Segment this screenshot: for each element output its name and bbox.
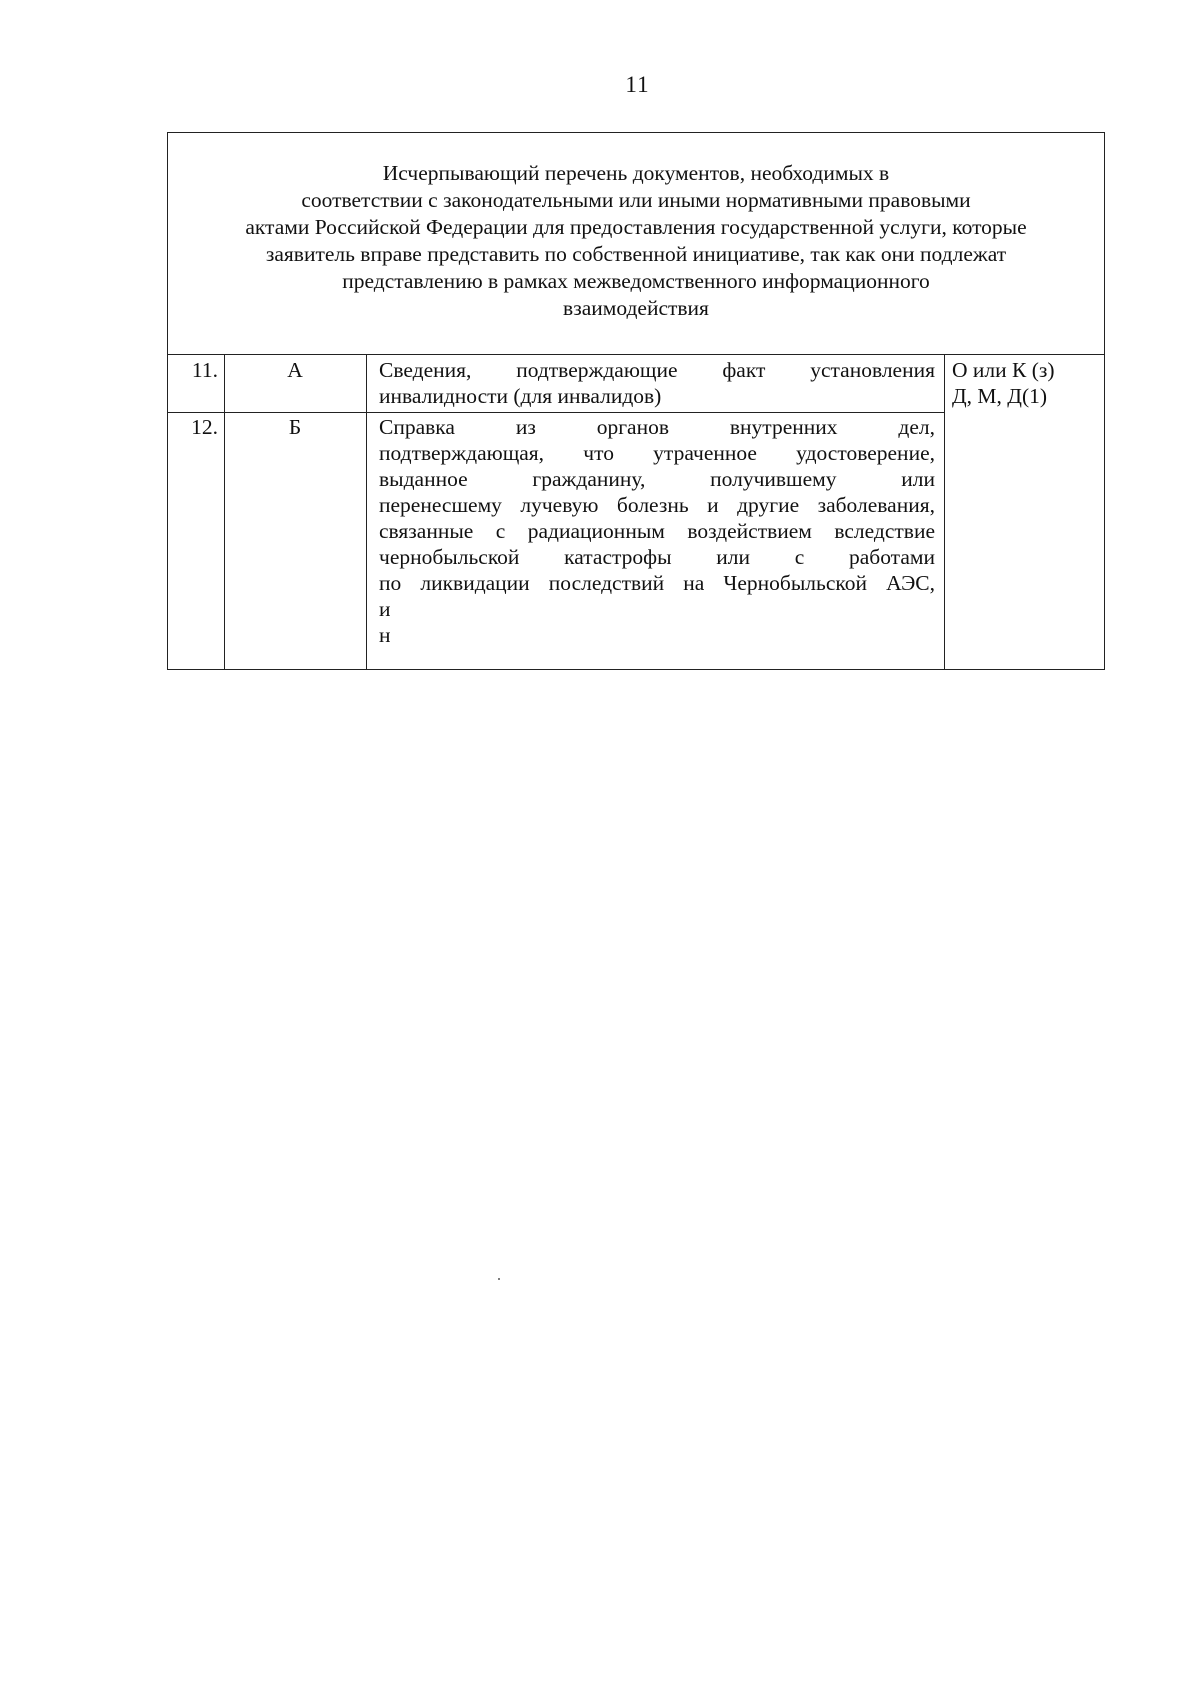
description-line: по ликвидации последствий на Чернобыльской АЭС, xyxy=(379,571,935,595)
table-header xyxy=(168,133,1104,355)
row-separator xyxy=(168,412,944,413)
description-line: Справка из органов внутренних дел, xyxy=(379,415,935,439)
description-line: перенесшему лучевую болезнь и другие заболевания, xyxy=(379,493,935,517)
row-description xyxy=(379,357,935,409)
header-line: актами Российской Федерации для предоставления государственной услуги, которые xyxy=(245,215,1027,239)
column-divider xyxy=(366,355,367,669)
description-line: связанные с радиационным воздействием вследствие xyxy=(379,519,935,543)
row-description xyxy=(379,414,935,648)
description-line: инвалидности (для инвалидов) xyxy=(379,384,662,408)
row-number: 12. xyxy=(191,415,218,439)
row-code: Б xyxy=(288,415,302,439)
header-line: представлению в рамках межведомственного информационного xyxy=(342,269,930,293)
description-line: н xyxy=(379,623,391,647)
row-code: А xyxy=(287,358,303,382)
column-divider xyxy=(224,355,225,669)
note-line: О или К (з) xyxy=(952,358,1055,382)
format-note xyxy=(952,357,1102,409)
table-body xyxy=(168,355,1104,669)
scan-speck xyxy=(498,1278,500,1280)
note-line: Д, М, Д(1) xyxy=(952,384,1048,408)
description-line: подтверждающая, что утраченное удостоверение, xyxy=(379,441,935,465)
description-line: чернобыльской катастрофы или с работами xyxy=(379,545,935,569)
header-line: Исчерпывающий перечень документов, необходимых в xyxy=(382,161,890,185)
description-line: выданное гражданину, получившему или xyxy=(379,467,935,491)
description-line: и xyxy=(379,597,391,621)
column-divider xyxy=(944,355,945,669)
page-number: 11 xyxy=(625,72,650,97)
documents-table xyxy=(167,132,1105,670)
header-line: заявитель вправе представить по собственной инициативе, так как они подлежат xyxy=(265,242,1007,266)
row-number: 11. xyxy=(191,358,218,382)
header-line: взаимодействия xyxy=(563,296,709,320)
header-line: соответствии с законодательными или иными нормативными правовыми xyxy=(301,188,971,212)
description-line: Сведения, подтверждающие факт установления xyxy=(379,358,935,382)
